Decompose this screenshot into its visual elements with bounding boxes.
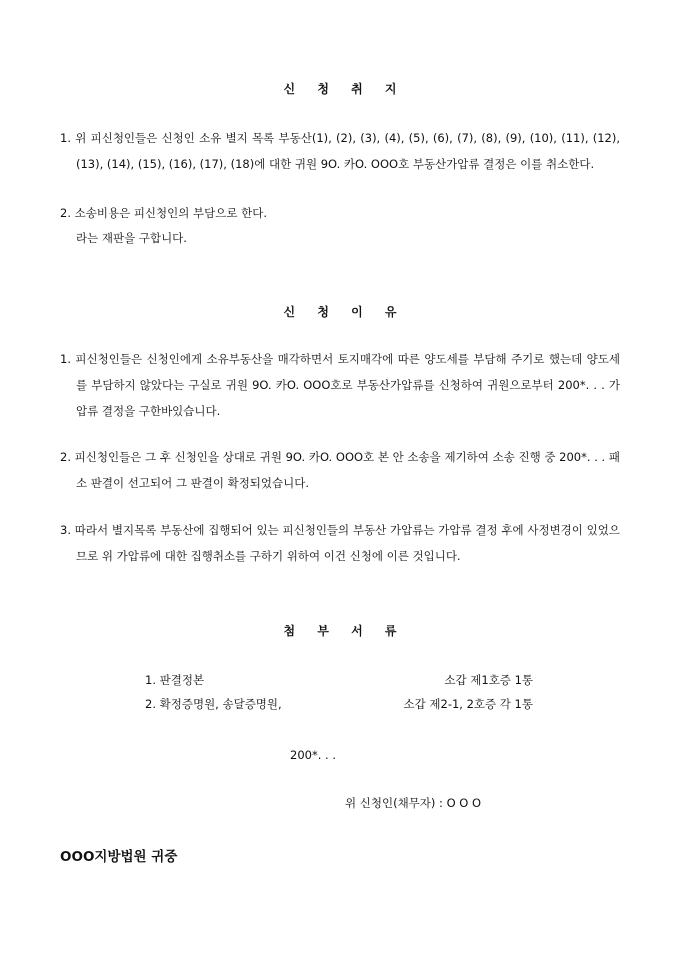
attachment-1-detail: 소갑 제1호증 1통 (444, 673, 533, 687)
purpose-closing: 라는 재판을 구합니다. (76, 231, 187, 245)
reason-item-1: 1. 피신청인들은 신청인에게 소유부동산을 매각하면서 토지매각에 따른 양도세를 부담해 주기로 했는데 양도세를 부담하지 않았다는 구실로 귀원 9O. 카O. OOO호로 부동산가압류를 신청하여 귀원으로부터 200*. . . 가압류 결정을 구한바있습니다. (60, 352, 620, 418)
court-addressee: OOO지방법원 귀중 (60, 849, 178, 865)
reason-heading: 신 청 이 유 (283, 305, 406, 319)
purpose-item-2: 2. 소송비용은 피신청인의 부담으로 한다. (60, 206, 267, 220)
applicant-signature: 위 신청인(채무자) : O O O (345, 796, 482, 810)
attachment-2-name: 2. 확정증명원, 송달증명원, (145, 697, 282, 711)
reason-item-3: 3. 따라서 별지목록 부동산에 집행되어 있는 피신청인들의 부동산 가압류는 가압류 결정 후에 사정변경이 있었으므로 위 가압류에 대한 집행취소를 구하기 위하여 이건 신청에 이른 것입니다. (60, 523, 620, 563)
attachment-2-detail: 소갑 제2-1, 2호증 각 1통 (403, 697, 533, 711)
reason-item-2: 2. 피신청인들은 그 후 신청인을 상대로 귀원 9O. 카O. OOO호 본 안 소송을 제기하여 소송 진행 중 200*. . . 패소 판결이 선고되어 그 판결이 확정되었습니다. (60, 450, 620, 490)
attachment-1-name: 1. 판결정본 (145, 673, 205, 687)
filing-date: 200*. . . (290, 748, 336, 762)
purpose-item-1: 1. 위 피신청인들은 신청인 소유 별지 목록 부동산(1), (2), (3), (4), (5), (6), (7), (8), (9), (10), (11), (12), (13), (14), (15), (16), (17), (18)에 대한 귀원 9O. 카O. OOO호 부동산가압류 결정은 이를 취소한다. (60, 131, 620, 171)
attachments-heading: 첨 부 서 류 (283, 624, 406, 638)
purpose-heading: 신 청 취 지 (283, 82, 406, 96)
